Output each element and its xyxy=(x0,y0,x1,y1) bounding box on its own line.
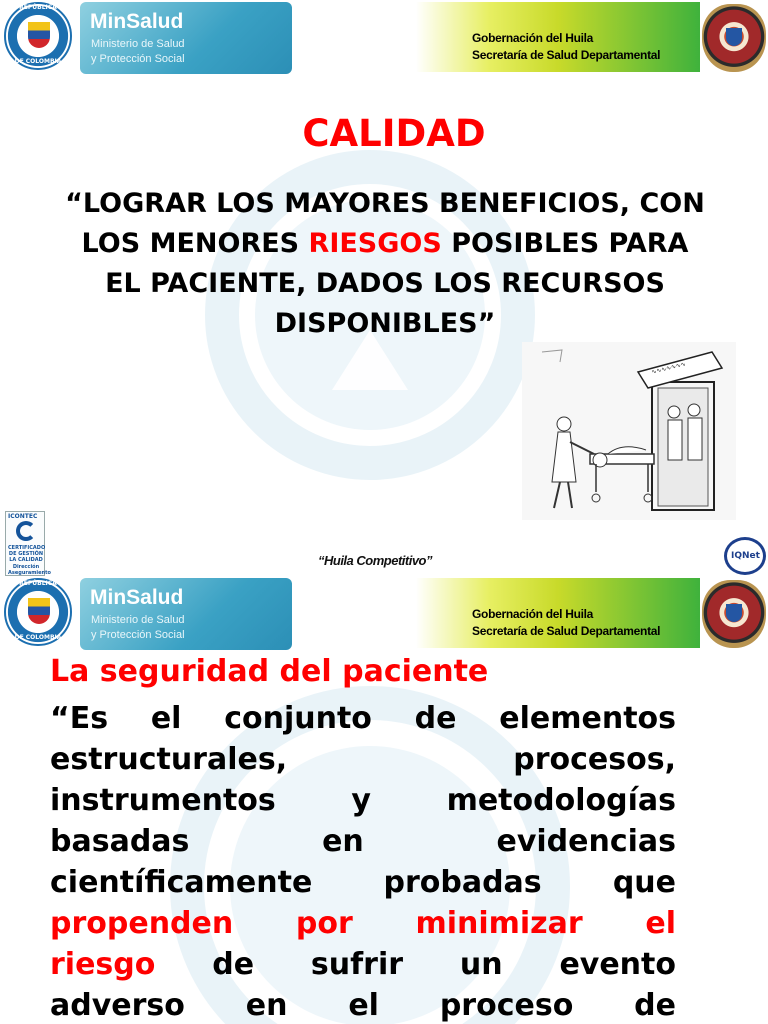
gobernacion-label: Gobernación del Huila xyxy=(472,607,594,621)
slide-title: La seguridad del paciente xyxy=(50,654,489,689)
word: conjunto xyxy=(224,701,372,736)
word: por xyxy=(295,906,353,941)
cartoon-illustration xyxy=(522,342,736,520)
definition-text xyxy=(50,698,676,1024)
word: estructurales, xyxy=(50,742,288,777)
slide-title: CALIDAD xyxy=(302,112,486,155)
colombia-seal-logo xyxy=(4,2,72,70)
minsalud-brand: MinSalud xyxy=(90,586,184,609)
word: sufrir xyxy=(310,947,404,982)
shield-center-icon xyxy=(726,604,742,622)
text-line xyxy=(50,821,676,862)
svg-text:∿∿∿∿∿∿∿: ∿∿∿∿∿∿∿ xyxy=(650,360,687,376)
slide-header xyxy=(0,0,768,78)
slide-seguridad-paciente xyxy=(0,576,768,1024)
word: instrumentos xyxy=(50,783,276,818)
crest-icon xyxy=(28,22,50,48)
word: el xyxy=(150,701,182,736)
secretaria-label: Secretaría de Salud Departamental xyxy=(472,48,661,62)
minsalud-line1: Ministerio de Salud xyxy=(91,614,185,626)
text-line xyxy=(50,862,676,903)
word: minimizar xyxy=(415,906,583,941)
minsalud-line2: y Protección Social xyxy=(91,53,185,65)
word: de xyxy=(634,988,676,1023)
quote-part1: “LOGRAR LOS MAYORES BENEFICIOS, CON LOS MENORES xyxy=(65,188,705,259)
text-line xyxy=(50,739,676,780)
icontec-line: DE GESTIÓN xyxy=(8,551,44,557)
secretaria-label: Secretaría de Salud Departamental xyxy=(472,624,661,638)
word: de xyxy=(212,947,255,982)
text-line xyxy=(50,944,676,985)
shield-center-icon xyxy=(726,28,742,46)
word: en xyxy=(322,824,364,859)
text-line xyxy=(50,780,676,821)
seal-bottom-text: DE COLOMBIA xyxy=(14,634,62,641)
word: probadas xyxy=(383,865,542,900)
word: metodologías xyxy=(446,783,676,818)
crest-icon xyxy=(28,598,50,624)
icontec-ring-icon xyxy=(16,521,36,541)
icontec-line: Aseguramiento xyxy=(8,570,51,576)
icontec-label: ICONTEC xyxy=(8,513,38,520)
text-line xyxy=(50,985,676,1024)
seal-top-text: REPÚBLICA xyxy=(19,4,57,11)
minsalud-logo xyxy=(80,578,292,650)
word: un xyxy=(459,947,503,982)
calidad-quote xyxy=(60,184,710,344)
huila-shield-logo xyxy=(702,580,766,648)
minsalud-line2: y Protección Social xyxy=(91,629,185,641)
word: y xyxy=(351,783,371,818)
text-line xyxy=(50,698,676,739)
word: evento xyxy=(559,947,676,982)
quote-part2: POSIBLES PARA EL PACIENTE, DADOS LOS RECURSOS DISPONIBLES” xyxy=(105,228,689,339)
icontec-line: Dirección xyxy=(12,564,40,570)
minsalud-brand: MinSalud xyxy=(90,10,184,33)
word: elementos xyxy=(499,701,676,736)
huila-shield-logo xyxy=(702,4,766,72)
word: adverso xyxy=(50,988,185,1023)
word: evidencias xyxy=(496,824,676,859)
footer-slogan: “Huila Competitivo” xyxy=(317,553,432,568)
word-highlight: riesgo xyxy=(50,947,156,982)
quote-highlight: RIESGOS xyxy=(308,228,442,259)
icontec-line: CERTIFICADO xyxy=(8,545,46,551)
minsalud-logo xyxy=(80,2,292,74)
icontec-line: LA CALIDAD xyxy=(9,557,43,563)
gobernacion-label: Gobernación del Huila xyxy=(472,31,594,45)
word: el xyxy=(348,988,379,1023)
word: el xyxy=(645,906,676,941)
word: científicamente xyxy=(50,865,313,900)
word: en xyxy=(245,988,288,1023)
seal-bottom-text: DE COLOMBIA xyxy=(14,58,62,65)
text-line-highlight xyxy=(50,903,676,944)
iqnet-label: IQNet xyxy=(731,551,760,561)
word: basadas xyxy=(50,824,190,859)
seal-top-text: REPÚBLICA xyxy=(19,580,57,587)
iqnet-logo xyxy=(724,537,766,575)
word: procesos, xyxy=(513,742,676,777)
word: proceso xyxy=(439,988,574,1023)
word: de xyxy=(414,701,457,736)
minsalud-line1: Ministerio de Salud xyxy=(91,38,185,50)
colombia-seal-logo xyxy=(4,578,72,646)
slide-header xyxy=(0,576,768,654)
word: propenden xyxy=(50,906,234,941)
word: que xyxy=(612,865,676,900)
word: “Es xyxy=(50,701,109,736)
